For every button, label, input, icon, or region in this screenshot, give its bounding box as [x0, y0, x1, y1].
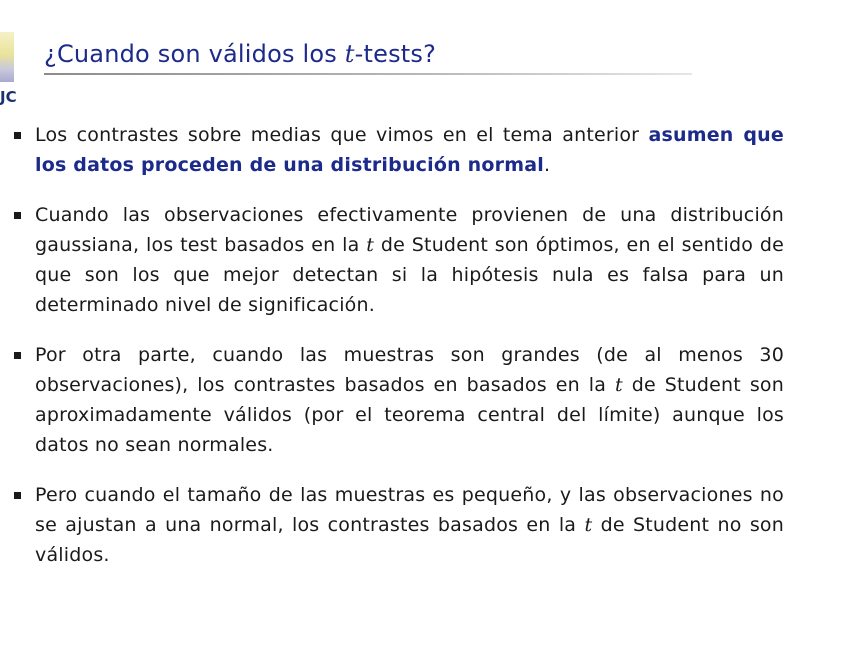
bullet-text: Por otra parte, cuando las muestras son grandes (de al menos 30 observaciones), los contrastes basados en basados en la — [35, 344, 784, 396]
bullet-text: . — [543, 154, 551, 176]
bullet-item-3 — [14, 340, 784, 460]
bullet-text: Pero cuando el tamaño de las muestras es pequeño, y las observaciones no se ajustan a una normal, los contrastes basados en la — [35, 484, 784, 536]
bullet-square-icon — [14, 492, 21, 499]
bullet-math-var: t — [614, 374, 623, 396]
bullet-emphasis: asumen que los datos proceden de una distribución normal — [35, 124, 784, 176]
slide-title-after: -tests? — [354, 40, 437, 68]
bullet-text: Los contrastes sobre medias que vimos en el tema anterior — [35, 124, 649, 146]
bullet-square-icon — [14, 132, 21, 139]
slide-title-before: ¿Cuando son válidos los — [44, 40, 345, 68]
bullet-text: de Student son aproximadamente válidos (por el teorema central del límite) aunque los datos no sean normales. — [35, 374, 784, 456]
bullet-list — [14, 120, 784, 590]
bullet-math-var: t — [366, 234, 375, 256]
logo: JC — [0, 88, 17, 106]
bullet-item-4 — [14, 480, 784, 570]
bullet-math-var: t — [584, 514, 593, 536]
bullet-item-2 — [14, 200, 784, 320]
bullet-square-icon — [14, 352, 21, 359]
title-divider — [44, 73, 692, 75]
slide-title-var: t — [344, 40, 355, 68]
logo-strip — [0, 32, 14, 82]
bullet-text: Cuando las observaciones efectivamente provienen de una distribución gaussiana, los test basados en la — [35, 204, 784, 256]
bullet-text: de Student son óptimos, en el sentido de que son los que mejor detectan si la hipótesis nula es falsa para un determinado nivel de significación. — [35, 234, 784, 316]
slide-title — [44, 40, 436, 68]
bullet-item-1 — [14, 120, 784, 180]
bullet-text: de Student no son válidos. — [35, 514, 784, 566]
bullet-square-icon — [14, 212, 21, 219]
